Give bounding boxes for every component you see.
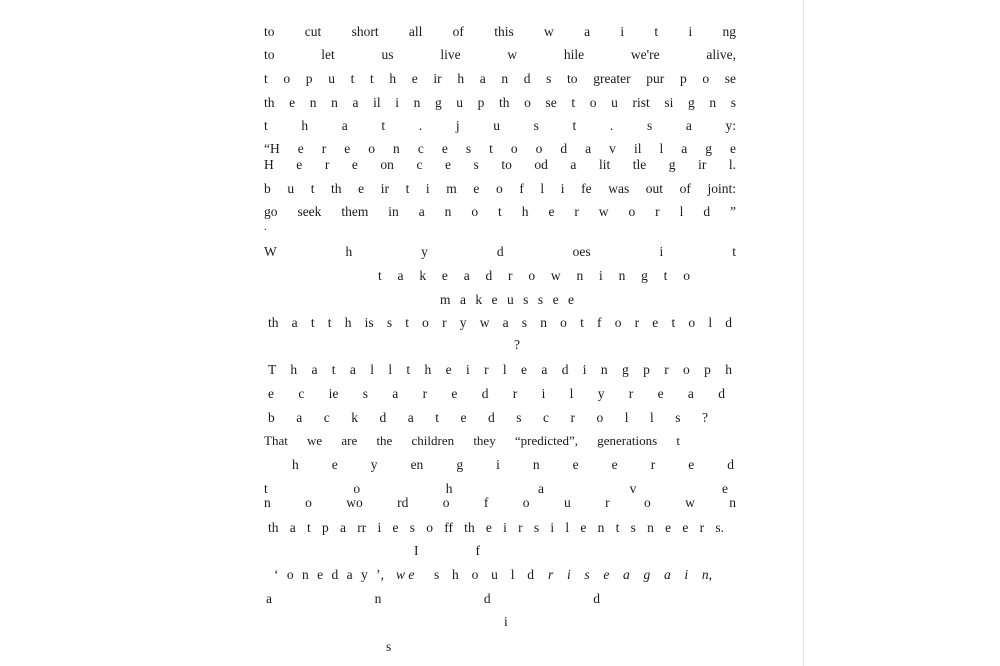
- poem-line-14: th a t t h is s t o r y w a s n o t f o r e t o l d: [268, 315, 732, 330]
- poem-line-25-start: ‘ o n e d a y ’,: [274, 567, 384, 582]
- poem-line-5: t h a t . j u s t . s a y:: [264, 118, 736, 133]
- poem-line-17: e c ie s a r e d r i l y r e a d: [268, 386, 725, 401]
- poem-line-25-italic: w e: [396, 567, 415, 582]
- poem-line-2: to let us live w hile we're alive,: [264, 47, 736, 62]
- poem-line-25-end: r i s e a g a i n,: [548, 567, 712, 582]
- poem-line-23: th a t p a rr i e s o ff th e i r s i l e n t s n e e r s.: [268, 520, 724, 535]
- poem-line-22: n o wo rd o f o u r o w n: [264, 495, 736, 510]
- poem-line-11: W h y d oes i t: [264, 244, 736, 259]
- poem-line-28: s: [386, 639, 392, 654]
- poem-line-15: ?: [514, 337, 520, 352]
- poem-line-10: .: [264, 221, 267, 233]
- poem-line-20: h e y en g i n e e r e d: [292, 457, 734, 472]
- poem-line-8: b u t th e ir t i m e o f l i fe was out of joint:: [264, 181, 736, 196]
- poem-line-26: a n d d: [266, 591, 600, 606]
- poem-line-3: t o p u t t h e ir h a n d s to greater pur p o se: [264, 71, 736, 86]
- poem-line-6: “H e r e o n c e s t o o d a v il l a g e: [264, 141, 736, 156]
- poem-line-27: i: [504, 614, 508, 629]
- poem-line-25-mid: s h o u l d: [434, 567, 534, 582]
- poem-line-21: t o h a v e: [264, 481, 728, 496]
- poem-line-13: m a k e u s s e e: [440, 292, 574, 307]
- poem-line-18: b a c k d a t e d s c r o l l s ?: [268, 410, 708, 425]
- poem-line-16: T h a t a l l t h e i r l e a d i n g p r o p h: [268, 362, 732, 377]
- poem-line-4: th e n n a il i n g u p th o se t o u rist si g n s: [264, 95, 736, 110]
- poem-line-1: to cut short all of this w a i t i ng: [264, 24, 736, 39]
- poem-line-7: H e r e on c e s to od a lit tle g ir l.: [264, 157, 736, 172]
- page-edge-divider: [803, 0, 804, 666]
- poem-line-9: go seek them in a n o t h e r w o r l d ”: [264, 204, 736, 219]
- poem-line-19: That we are the children they “predicted”, generations t: [264, 433, 680, 448]
- poem-line-24: I f: [414, 543, 480, 558]
- poem-line-12: t a k e a d r o w n i n g t o: [378, 268, 690, 283]
